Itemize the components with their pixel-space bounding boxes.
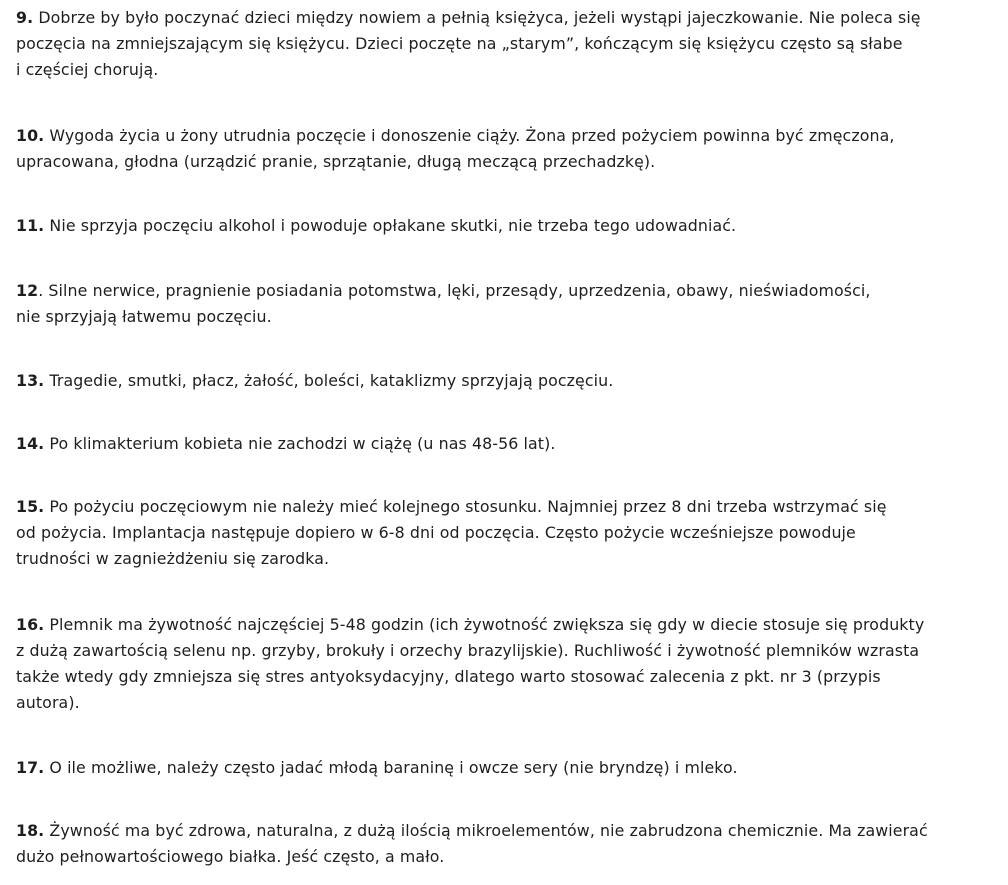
item-line: nie sprzyjają łatwemu poczęciu.	[16, 307, 272, 326]
item-number: 11.	[16, 216, 45, 235]
item-number: 14.	[16, 434, 45, 453]
item-line: 9. Dobrze by było poczynać dzieci między nowiem a pełnią księżyca, jeżeli wystąpi jajeczkowanie. Nie poleca się	[16, 8, 921, 27]
item-line: trudności w zagnieżdżeniu się zarodka.	[16, 549, 330, 568]
item-line: od pożycia. Implantacja następuje dopiero w 6-8 dni od poczęcia. Często pożycie wcześniejsze powoduje	[16, 523, 856, 542]
item-line: 14. Po klimakterium kobieta nie zachodzi w ciążę (u nas 48-56 lat).	[16, 434, 556, 453]
list-item-17	[16, 755, 991, 781]
item-number: 18.	[16, 821, 45, 840]
item-number: 10.	[16, 126, 45, 145]
item-line: 15. Po pożyciu poczęciowym nie należy mieć kolejnego stosunku. Najmniej przez 8 dni trzeba wstrzymać się	[16, 497, 887, 516]
list-item-9	[16, 5, 991, 83]
item-line: 17. O ile możliwe, należy często jadać młodą baraninę i owcze sery (nie bryndzę) i mleko.	[16, 758, 738, 777]
item-number: 17.	[16, 758, 45, 777]
list-item-15	[16, 494, 991, 572]
item-line: poczęcia na zmniejszającym się księżycu. Dzieci poczęte na „starym”, kończącym się księżycu często są słabe	[16, 34, 903, 53]
list-item-10	[16, 123, 991, 175]
item-line: 13. Tragedie, smutki, płacz, żałość, boleści, kataklizmy sprzyjają poczęciu.	[16, 371, 614, 390]
item-line: dużo pełnowartościowego białka. Jeść często, a mało.	[16, 847, 445, 866]
item-line: 16. Plemnik ma żywotność najczęściej 5-48 godzin (ich żywotność zwiększa się gdy w diecie stosuje się produkty	[16, 615, 925, 634]
list-item-12	[16, 278, 991, 330]
item-number: 12	[16, 281, 39, 300]
list-item-13	[16, 368, 991, 394]
item-line: 11. Nie sprzyja poczęciu alkohol i powoduje opłakane skutki, nie trzeba tego udowadniać.	[16, 216, 737, 235]
item-number: 13.	[16, 371, 45, 390]
list-item-11	[16, 213, 991, 239]
item-number: 15.	[16, 497, 45, 516]
item-line: 12. Silne nerwice, pragnienie posiadania potomstwa, lęki, przesądy, uprzedzenia, obawy, nieświadomości,	[16, 281, 871, 300]
item-line: i częściej chorują.	[16, 60, 159, 79]
item-line: 18. Żywność ma być zdrowa, naturalna, z dużą ilością mikroelementów, nie zabrudzona chemicznie. Ma zawierać	[16, 821, 928, 840]
item-line: 10. Wygoda życia u żony utrudnia poczęcie i donoszenie ciąży. Żona przed pożyciem powinna być zmęczona,	[16, 126, 895, 145]
list-item-16	[16, 612, 991, 716]
item-line: upracowana, głodna (urządzić pranie, sprzątanie, długą meczącą przechadzkę).	[16, 152, 656, 171]
item-line: także wtedy gdy zmniejsza się stres antyoksydacyjny, dlatego warto stosować zalecenia z pkt. nr 3 (przypis	[16, 667, 881, 686]
item-number: 9.	[16, 8, 34, 27]
item-line: z dużą zawartością selenu np. grzyby, brokuły i orzechy brazylijskie). Ruchliwość i żywotność plemników wzrasta	[16, 641, 920, 660]
list-item-14	[16, 431, 991, 457]
item-line: autora).	[16, 693, 80, 712]
list-item-18	[16, 818, 991, 870]
item-number: 16.	[16, 615, 45, 634]
